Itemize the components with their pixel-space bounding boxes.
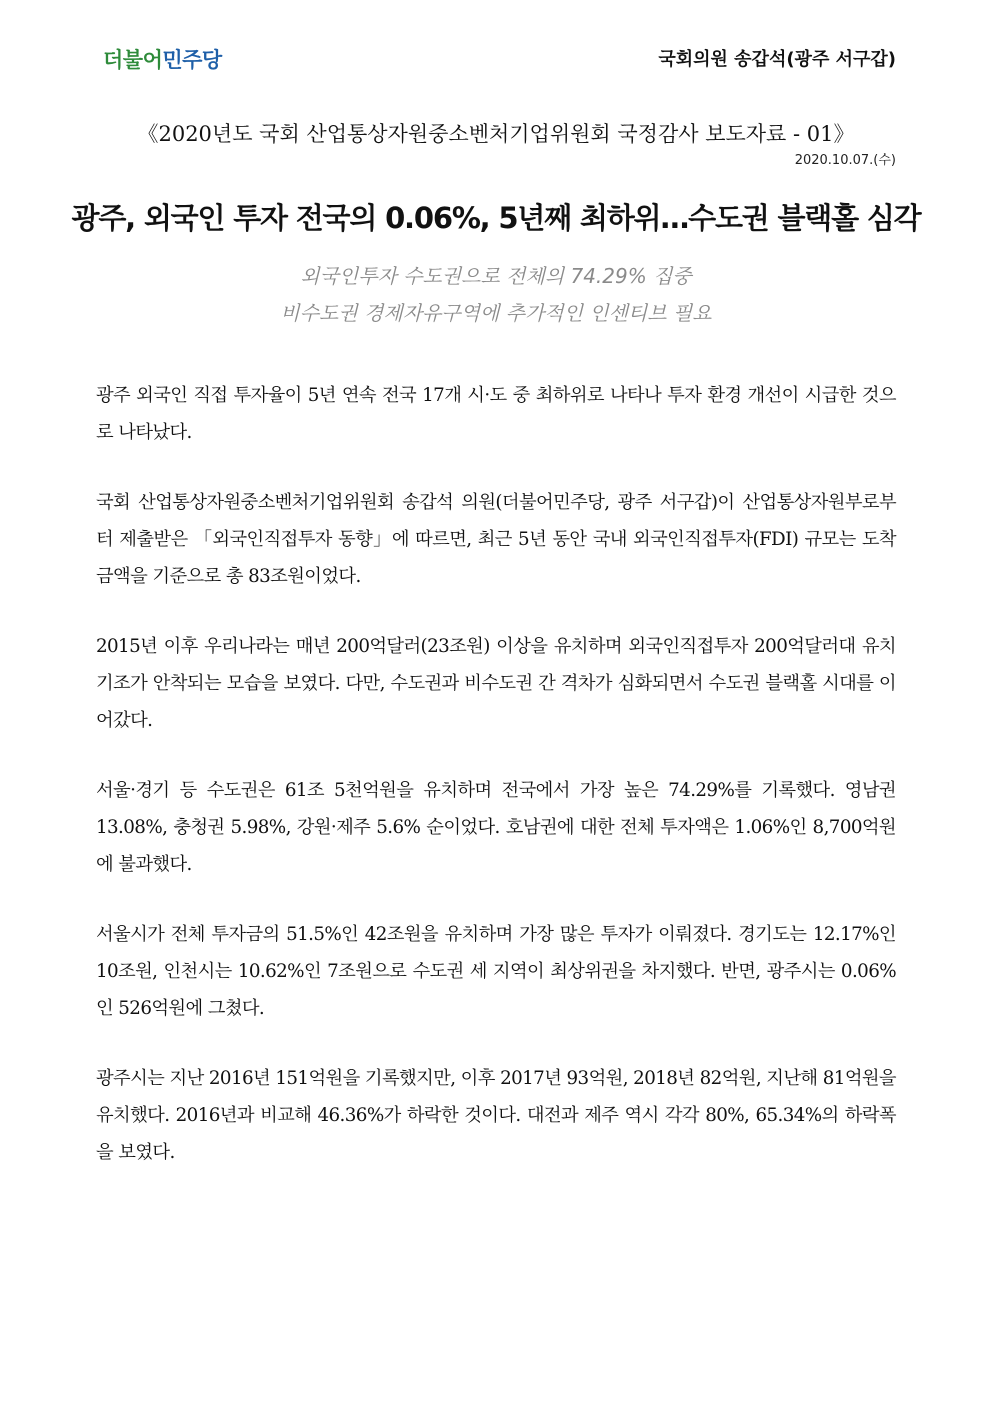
subheadline-2: 비수도권 경제자유구역에 추가적인 인센티브 필요 <box>280 301 712 325</box>
logo-text-part1: 더불어 <box>103 48 163 72</box>
body-paragraph-6: 광주시는 지난 2016년 151억원을 기록했지만, 이후 2017년 93억원, 2018년 82억원, 지난해 81억원을 유치했다. 2016년과 비교해 46.36%가 하락한 것이다. 대전과 제주 역시 각각 80%, 65.34%의 하락폭을 보였다. <box>96 1068 896 1163</box>
headline: 광주, 외국인 투자 전국의 0.06%, 5년째 최하위…수도권 블랙홀 심각 <box>71 201 921 235</box>
article-body <box>96 377 896 1204</box>
logo-text-part2: 민주당 <box>162 48 222 72</box>
subheadline-1: 외국인투자 수도권으로 전체의 74.29% 집중 <box>300 264 692 288</box>
body-paragraph-1: 광주 외국인 직접 투자율이 5년 연속 전국 17개 시·도 중 최하위로 나타나 투자 환경 개선이 시급한 것으로 나타났다. <box>96 385 896 443</box>
report-series-title: 《2020년도 국회 산업통상자원중소벤처기업위원회 국정감사 보도자료 - 01》 <box>137 122 855 146</box>
body-paragraph-4: 서울·경기 등 수도권은 61조 5천억원을 유치하며 전국에서 가장 높은 74.29%를 기록했다. 영남권 13.08%, 충청권 5.98%, 강원·제주 5.6% 순이었다. 호남권에 대한 전체 투자액은 1.06%인 8,700억원에 불과했다. <box>96 780 896 875</box>
report-date: 2020.10.07.(수) <box>794 153 896 168</box>
body-paragraph-5: 서울시가 전체 투자금의 51.5%인 42조원을 유치하며 가장 많은 투자가 이뤄졌다. 경기도는 12.17%인 10조원, 인천시는 10.62%인 7조원으로 수도권 세 지역이 최상위권을 차지했다. 반면, 광주시는 0.06%인 526억원에 그쳤다. <box>96 924 896 1019</box>
body-paragraph-3: 2015년 이후 우리나라는 매년 200억달러(23조원) 이상을 유치하며 외국인직접투자 200억달러대 유치 기조가 안착되는 모습을 보였다. 다만, 수도권과 비수도권 간 격차가 심화되면서 수도권 블랙홀 시대를 이어갔다. <box>96 636 896 731</box>
party-logo <box>103 44 222 74</box>
member-name: 국회의원 송갑석(광주 서구갑) <box>658 49 896 70</box>
body-paragraph-2: 국회 산업통상자원중소벤처기업위원회 송갑석 의원(더불어민주당, 광주 서구갑)이 산업통상자원부로부터 제출받은 「외국인직접투자 동향」에 따르면, 최근 5년 동안 국내 외국인직접투자(FDI) 규모는 도착금액을 기준으로 총 83조원이었다. <box>96 492 896 587</box>
